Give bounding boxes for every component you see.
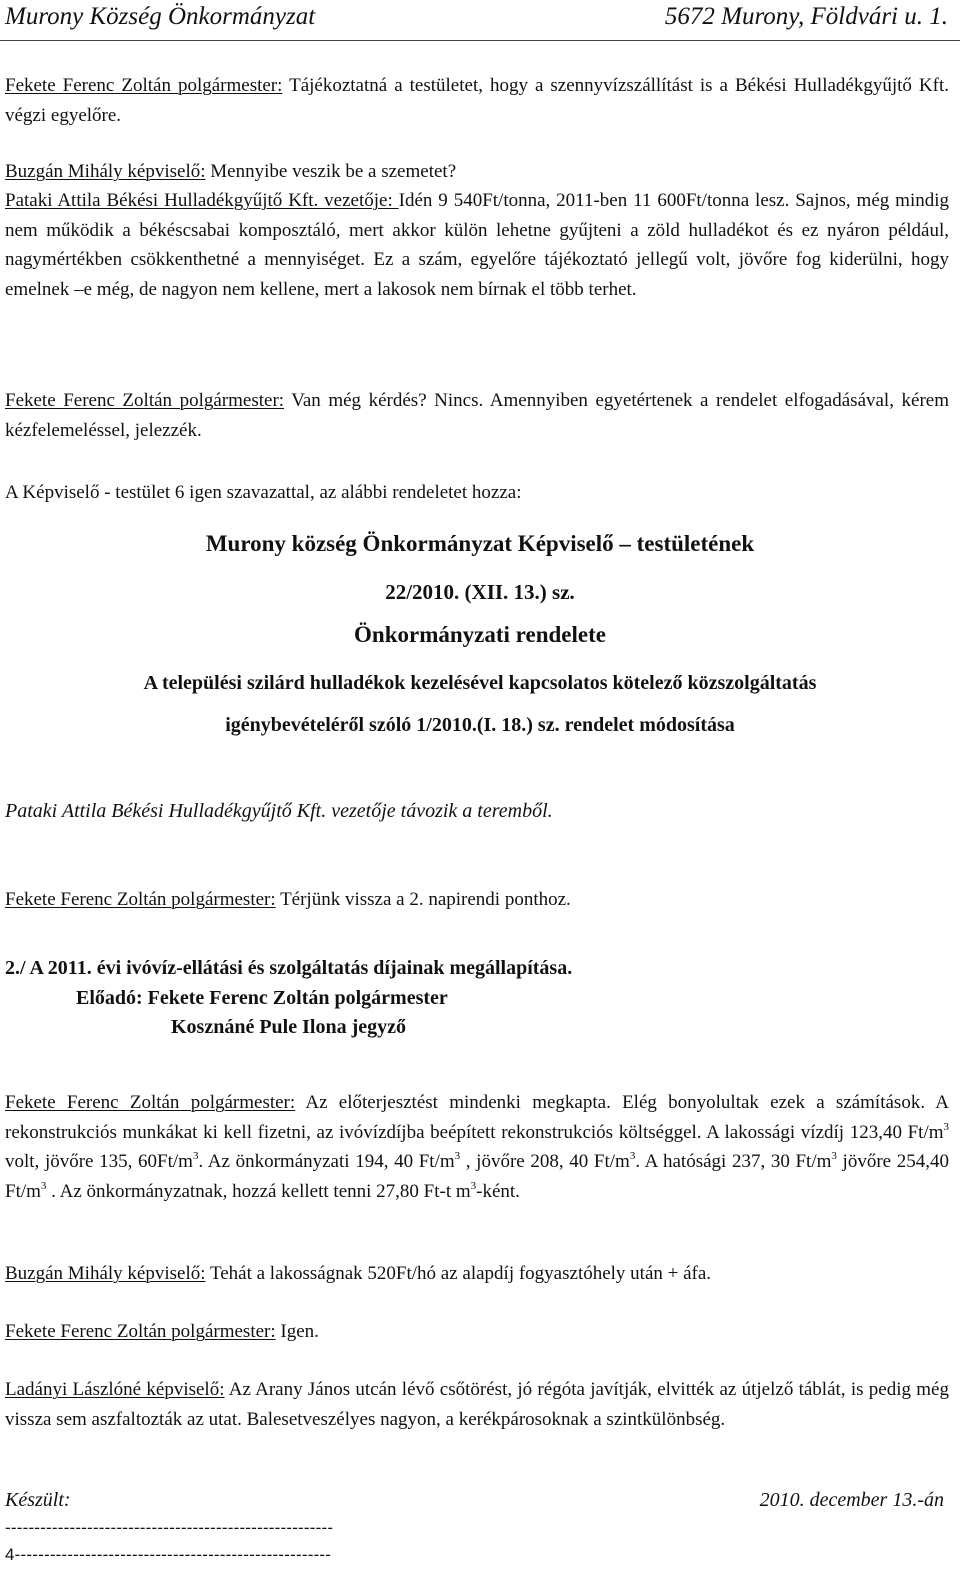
paragraph-text: . Az önkormányzatnak, hozzá kellett tenni 27,80 Ft-t m (46, 1180, 471, 1202)
paragraph-4 (5, 386, 949, 445)
agenda-presenter: Előadó: Fekete Ferenc Zoltán polgármester (76, 987, 448, 1009)
paragraph-6 (5, 885, 949, 915)
speaker-label: Fekete Ferenc Zoltán polgármester: (5, 390, 285, 411)
paragraph-text: Az előterjesztést mindenki megkapta. Elég bonyolultak ezek a számítások. A rekonstrukciós munkákat ki kell fizetni, az ivóvízdíjba beépített rekonstrukciós költséggel. A lakossági vízdíj 123,40 Ft/m (5, 1092, 949, 1143)
agenda-co-presenter: Kosznáné Pule Ilona jegyző (171, 1016, 406, 1038)
paragraph-text: Mennyibe veszik be a szemetet? (205, 161, 457, 182)
page-number-line: 4------------------------------------------------------ (5, 1545, 332, 1564)
paragraph-8 (5, 1259, 949, 1289)
decree-title: Murony község Önkormányzat Képviselő – testületének (205, 531, 755, 556)
paragraph-text: jövőre 254,40 Ft/m (5, 1151, 949, 1202)
paragraph-text: -ként. (476, 1180, 520, 1202)
paragraph-1 (5, 71, 949, 130)
paragraph-text: Térjünk vissza a 2. napirendi ponthoz. (275, 889, 571, 910)
made-date: 2010. december 13.-án (759, 1489, 944, 1511)
dash-line: -------------------------------------------------------- (5, 1518, 334, 1537)
header-left: Murony Község Önkormányzat (5, 3, 316, 30)
paragraph-text: Igen. (275, 1321, 319, 1342)
vote-text: A Képviselő - testület 6 igen szavazattal, az alábbi rendeletet hozza: (5, 482, 522, 503)
speaker-label: Ladányi Lászlóné képviselő: (5, 1379, 225, 1400)
speaker-label: Fekete Ferenc Zoltán polgármester: (5, 1092, 296, 1113)
superscript: 3 (470, 1179, 477, 1192)
speaker-label: Fekete Ferenc Zoltán polgármester: (5, 1321, 276, 1342)
header-divider (0, 40, 960, 41)
paragraph-3 (5, 186, 949, 304)
paragraph-text: Tehát a lakosságnak 520Ft/hó az alapdíj fogyasztóhely után + áfa. (205, 1263, 712, 1284)
paragraph-7 (5, 1088, 949, 1206)
superscript: 3 (192, 1150, 199, 1162)
superscript: 3 (40, 1179, 47, 1192)
paragraph-text: . Az önkormányzati 194, 40 Ft/m (198, 1151, 455, 1172)
superscript: 3 (943, 1120, 949, 1133)
paragraph-text: . A hatósági 237, 30 Ft/m (635, 1151, 832, 1172)
decree-subject-line-2: igénybevételéről szóló 1/2010.(I. 18.) sz. rendelet módosítása (225, 714, 735, 736)
speaker-label: Buzgán Mihály képviselő: (5, 1263, 206, 1284)
departure-note: Pataki Attila Békési Hulladékgyűjtő Kft. vezetője távozik a teremből. (5, 800, 553, 822)
paragraph-2 (5, 157, 949, 187)
decree-subject-line-1: A települési szilárd hulladékok kezelésével kapcsolatos kötelező közszolgáltatás (143, 672, 817, 694)
agenda-title: 2./ A 2011. évi ivóvíz-ellátási és szolgáltatás díjainak megállapítása. (5, 957, 573, 979)
paragraph-text: Idén 9 540Ft/tonna, 2011-ben 11 600Ft/tonna lesz. Sajnos, még mindig nem működik a békéscsabai komposztáló, mert akkor külön lehetne gyűjteni a zöld hulladékot és ez nyáron például, nagymértékben csökkenthetné a mennyiséget. Ez a szám, egyelőre tájékoztató jellegű volt, jövőre fog kiderülni, hogy emelnek –e még, de nagyon nem kellene, mert a lakosok nem bírnak el több terhet. (5, 190, 950, 300)
paragraph-text: , jövőre 208, 40 Ft/m (460, 1151, 630, 1172)
speaker-label: Fekete Ferenc Zoltán polgármester: (5, 889, 276, 910)
superscript: 3 (831, 1150, 837, 1162)
paragraph-text: Van még kérdés? Nincs. Amennyiben egyetértenek a rendelet elfogadásával, kérem kézfelemeléssel, jelezzék. (5, 390, 949, 441)
paragraph-10 (5, 1375, 949, 1434)
superscript: 3 (629, 1150, 636, 1162)
header-right: 5672 Murony, Földvári u. 1. (664, 3, 948, 30)
paragraph-text: volt, jövőre 135, 60Ft/m (5, 1151, 193, 1172)
speaker-label: Buzgán Mihály képviselő: (5, 161, 206, 182)
decree-kind: Önkormányzati rendelete (354, 622, 606, 647)
paragraph-9 (5, 1317, 949, 1347)
speaker-label: Fekete Ferenc Zoltán polgármester: (5, 75, 283, 96)
speaker-label: Pataki Attila Békési Hulladékgyűjtő Kft. vezetője: (5, 190, 399, 211)
paragraph-text: Az Arany János utcán lévő csőtörést, jó régóta javítják, elvitték az útjelző táblát, is pedig még vissza sem aszfaltozták az utat. Balesetveszélyes nagyon, a kerékpárosoknak a szintkülönbség. (5, 1379, 949, 1430)
vote-statement (5, 478, 949, 508)
paragraph-text: Tájékoztatná a testületet, hogy a szennyvízszállítást is a Békési Hulladékgyűjtő Kft. végzi egyelőre. (5, 75, 949, 126)
decree-number: 22/2010. (XII. 13.) sz. (385, 580, 575, 604)
made-label: Készült: (5, 1489, 71, 1511)
superscript: 3 (454, 1150, 461, 1162)
